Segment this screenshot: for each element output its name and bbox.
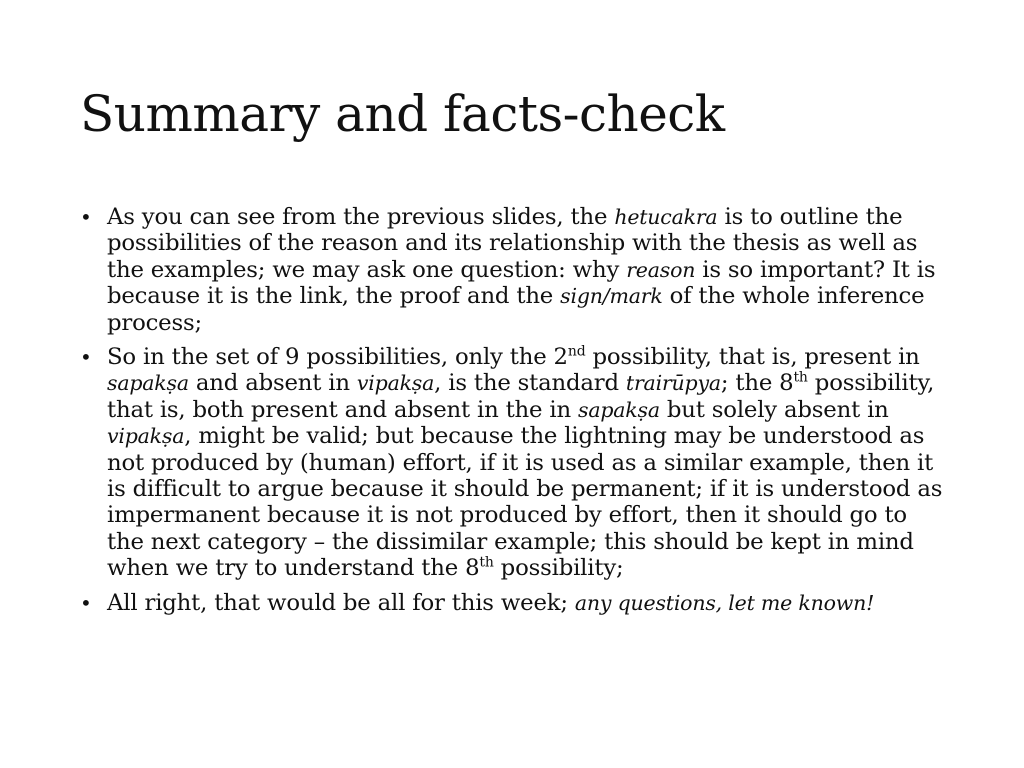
term-vipaksa: vipakṣa	[356, 371, 435, 396]
closing-question: any questions, let me known!	[574, 590, 875, 615]
bullet-1-text: is to outline the possibilities of the reason and its relationship with the thesis as well as the examples; we may ask one question: why	[107, 204, 918, 283]
bullet-icon: •	[80, 590, 92, 615]
ordinal-suffix: nd	[567, 343, 586, 360]
bullet-1-text: is so important? It is because it is the link, the proof and the	[107, 256, 936, 310]
ordinal-suffix: th	[793, 369, 808, 386]
bullet-1-text: of the whole inference process;	[107, 283, 925, 336]
term-reason: reason	[626, 257, 696, 282]
bullet-icon: •	[80, 345, 92, 370]
term-trairupya: trairūpya	[625, 371, 721, 396]
bullet-2-text: So in the set of 9 possibilities, only the 2	[107, 344, 568, 371]
bullet-2-text: but solely absent in	[659, 396, 889, 423]
term-sapaksa: sapakṣa	[578, 397, 660, 422]
bullet-2-text: and absent in	[188, 370, 357, 397]
bullet-3-text: All right, that would be all for this week;	[107, 589, 575, 616]
bullet-2-text: possibility, that is, present in	[585, 344, 920, 371]
bullet-item-1	[80, 204, 948, 336]
slide-title: Summary and facts-check	[80, 85, 725, 143]
bullet-item-2	[80, 344, 948, 582]
bullet-list	[80, 204, 948, 624]
term-hetucakra: hetucakra	[614, 205, 718, 229]
bullet-item-3	[80, 590, 948, 616]
term-sapaksa: sapakṣa	[107, 371, 189, 396]
term-vipaksa: vipakṣa	[107, 424, 185, 449]
bullet-icon: •	[80, 205, 92, 229]
bullet-2-text: , is the standard	[434, 370, 626, 397]
ordinal-suffix: th	[479, 554, 494, 571]
bullet-2-text: possibility, that is, both present and absent in the in	[107, 370, 935, 423]
bullet-2-text: , might be valid; but because the lightning may be understood as not produced by (human) effort, if it is used as a similar example, then it is difficult to argue because it should be permanent; if it is understood as impermanent because it is not produced by effort, then it should go to the next category – the dissimilar example; this should be kept in mind when we try to understand the 8	[107, 423, 943, 582]
bullet-1-text: As you can see from the previous slides, the	[107, 204, 615, 230]
term-sign-mark: sign/mark	[560, 284, 663, 309]
bullet-2-text: possibility;	[493, 555, 624, 582]
bullet-2-text: ; the 8	[720, 370, 794, 397]
